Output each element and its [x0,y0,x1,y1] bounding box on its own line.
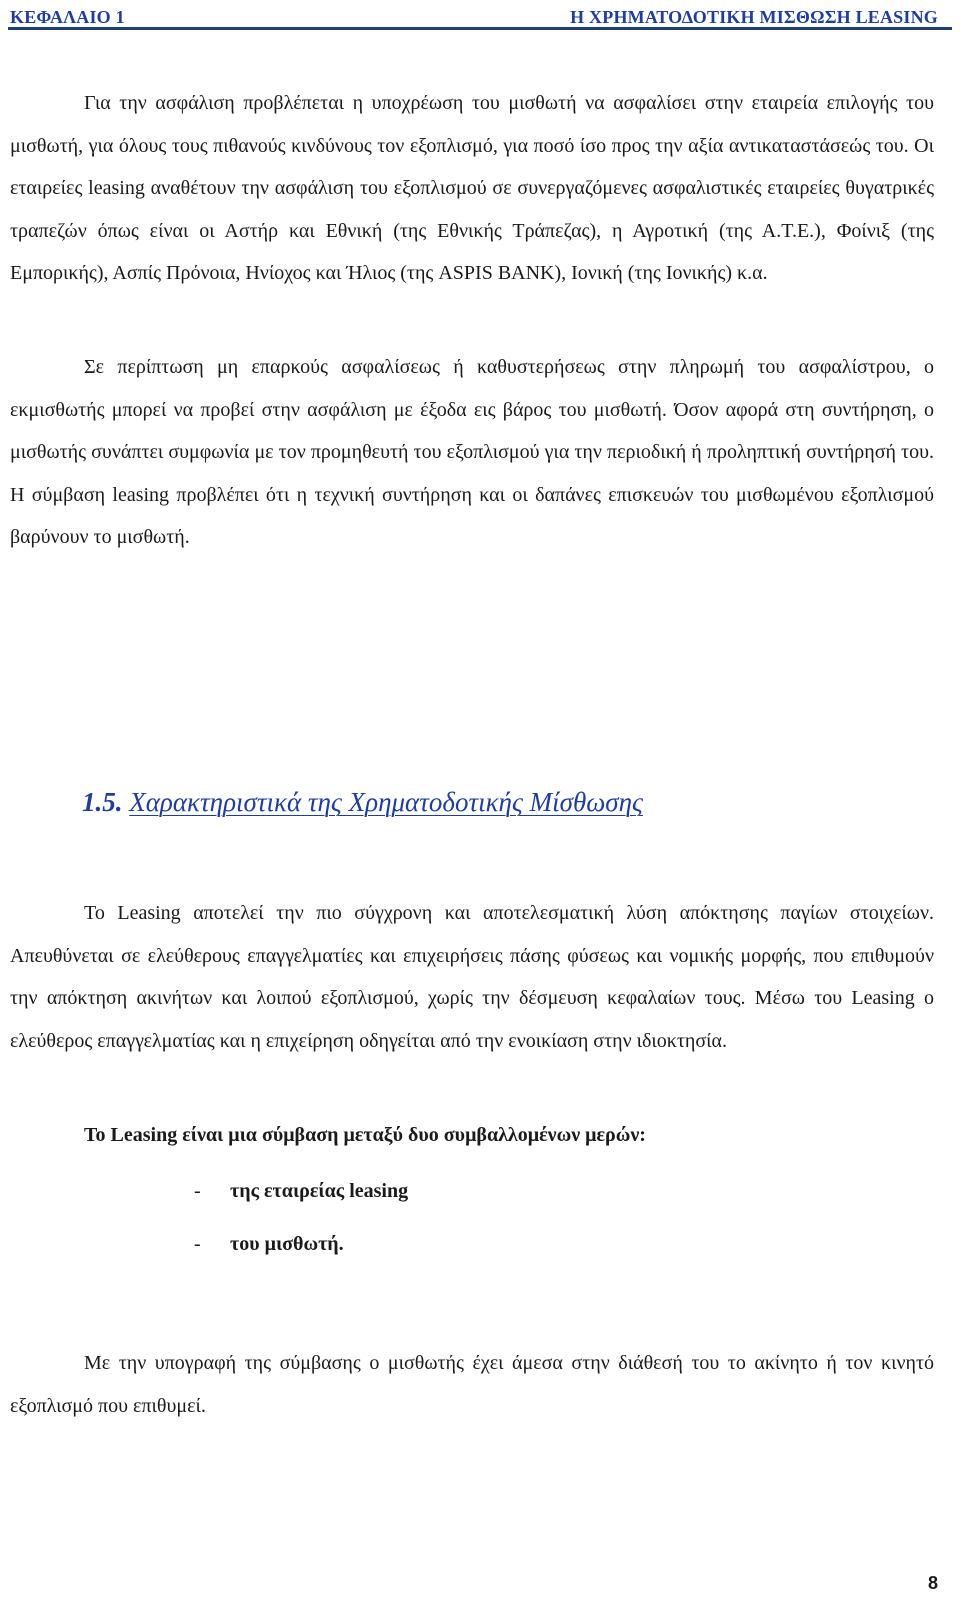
maintenance-section [10,346,934,559]
list-item [194,1180,408,1203]
leasing-intro-section [10,892,934,1062]
section-title: Χαρακτηριστικά της Χρηματοδοτικής Μίσθωσης [129,787,643,817]
signature-section [10,1342,934,1427]
signature-paragraph: Με την υπογραφή της σύμβασης ο μισθωτής έχει άμεσα στην διάθεσή του το ακίνητο ή τον κινητό εξοπλισμό που επιθυμεί. [10,1352,934,1417]
chapter-label: ΚΕΦΑΛΑΙΟ 1 [10,7,125,27]
maintenance-paragraph: Σε περίπτωση μη επαρκούς ασφαλίσεως ή καθυστερήσεως στην πληρωμή του ασφαλίστρου, ο εκμισθωτής μπορεί να προβεί στην ασφάλιση με έξοδα εις βάρος του μισθωτή. Όσον αφορά στη συντήρηση, ο μισθωτής συνάπτει συμφωνία με τον προμηθευτή του εξοπλισμού για την περιοδική ή προληπτική συντήρησή του. Η σύμβαση leasing προβλέπει ότι η τεχνική συντήρηση και οι δαπάνες επισκευών του μισθωμένου εξοπλισμού βαρύνουν το μισθωτή. [10,356,934,548]
leasing-intro-paragraph: Το Leasing αποτελεί την πιο σύγχρονη και αποτελεσματική λύση απόκτησης παγίων στοιχείων. Απευθύνεται σε ελεύθερους επαγγελματίες και επιχειρήσεις πάσης φύσεως και νομικής μορφής, που επιθυμούν την απόκτηση ακινήτων και λοιπού εξοπλισμού, χωρίς την δέσμευση κεφαλαίων τους. Μέσω του Leasing ο ελεύθερος επαγγελματίας και η επιχείρηση οδηγείται από την ενοικίαση στην ιδιοκτησία. [10,902,934,1052]
list-dash: - [194,1233,201,1255]
contract-statement: Το Leasing είναι μια σύμβαση μεταξύ δυο συμβαλλομένων μερών: [84,1124,646,1146]
party-leasing-company: της εταιρείας leasing [230,1180,409,1202]
page-number: 8 [927,1573,938,1593]
insurance-paragraph: Για την ασφάλιση προβλέπεται η υποχρέωση του μισθωτή να ασφαλίσει στην εταιρεία επιλογής του μισθωτή, για όλους τους πιθανούς κινδύνους τον εξοπλισμό, για ποσό ίσο προς την αξία αντικαταστάσεώς του. Οι εταιρείες leasing αναθέτουν την ασφάλιση του εξοπλισμού σε συνεργαζόμενες ασφαλιστικές εταιρείες θυγατρικές τραπεζών όπως είναι οι Αστήρ και Εθνική (της Εθνικής Τράπεζας), η Αγροτική (της Α.Τ.Ε.), Φοίνιξ (της Εμπορικής), Ασπίς Πρόνοια, Ηνίοχος και Ήλιος (της ASPIS BANK), Ιονική (της Ιονικής) κ.α. [10,92,934,284]
chapter-topic: Η ΧΡΗΜΑΤΟΔΟΤΙΚΗ ΜΙΣΘΩΣΗ LEASING [570,7,938,27]
party-lessee: του μισθωτή. [230,1233,344,1255]
list-item [194,1233,344,1256]
insurance-section [10,82,934,295]
section-number: 1.5. [82,787,123,817]
section-heading [82,787,643,818]
list-dash: - [194,1180,201,1202]
page-header [8,4,952,30]
